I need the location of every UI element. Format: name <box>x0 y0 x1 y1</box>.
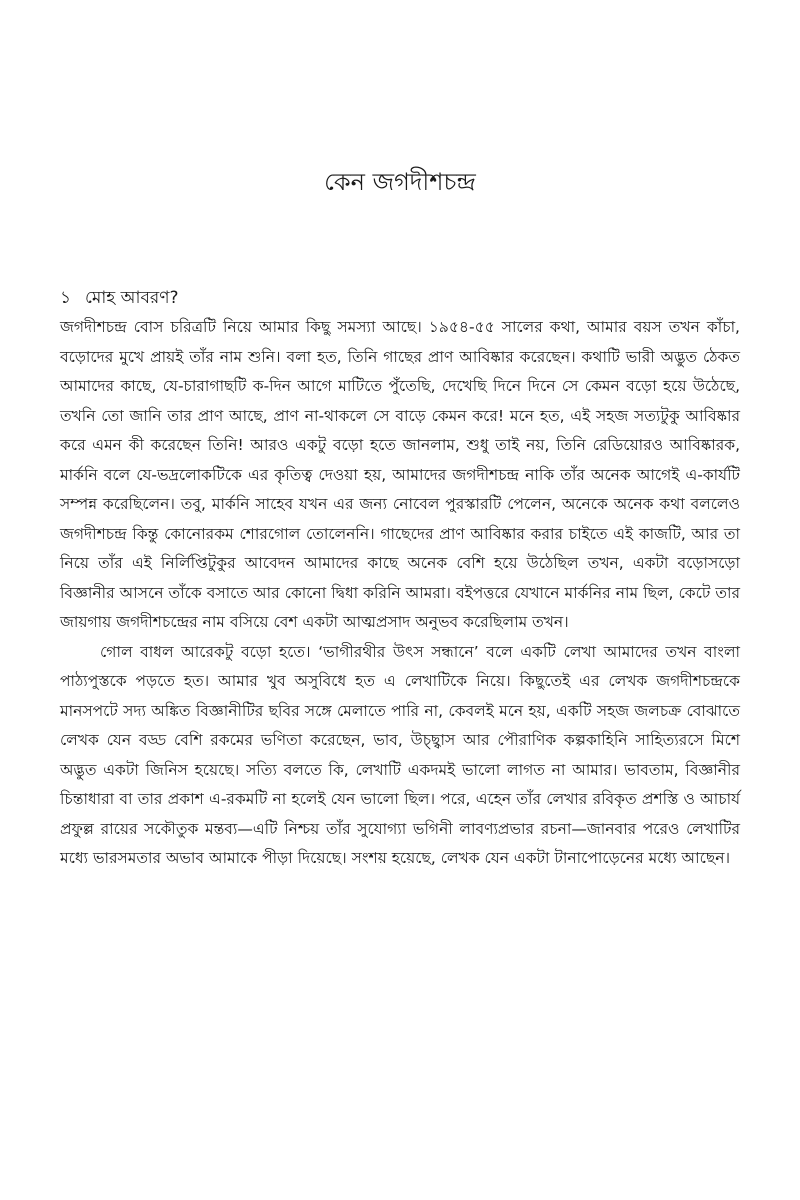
section-heading <box>60 284 740 312</box>
paragraph: জগদীশচন্দ্র বোস চরিত্রটি নিয়ে আমার কিছু সমস্যা আছে। ১৯৫৪-৫৫ সালের কথা, আমার বয়স তখন কাঁচা, বড়োদের মুখে প্রায়ই তাঁর নাম শুনি। বলা হত, তিনি গাছের প্রাণ আবিষ্কার করেছেন। কথাটি ভারী অদ্ভুত ঠেকত আমাদের কাছে, যে-চারাগাছটি ক-দিন আগে মাটিতে পুঁতেছি, দেখেছি দিনে দিনে সে কেমন বড়ো হয়ে উঠেছে, তখনি তো জানি তার প্রাণ আছে, প্রাণ না-থাকলে সে বাড়ে কেমন করে! মনে হত, এই সহজ সত্যটুকু আবিষ্কার করে এমন কী করেছেন তিনি! আরও একটু বড়ো হতে জানলাম, শুধু তাই নয়, তিনি রেডিয়োরও আবিষ্কারক, মার্কনি বলে যে-ভদ্রলোকটিকে এর কৃতিত্ব দেওয়া হয়, আমাদের জগদীশচন্দ্র নাকি তাঁর অনেক আগেই এ-কার্যটি সম্পন্ন করেছিলেন। তবু, মার্কনি সাহেব যখন এর জন্য নোবেল পুরস্কারটি পেলেন, অনেকে অনেক কথা বললেও জগদীশচন্দ্র কিন্তু কোনোরকম শোরগোল তোলেননি। গাছেদের প্রাণ আবিষ্কার করার চাইতে এই কাজটি, আর তা নিয়ে তাঁর এই নির্লিপ্তিটুকুর আবেদন আমাদের কাছে অনেক বেশি হয়ে উঠেছিল তখন, একটা বড়োসড়ো বিজ্ঞানীর আসনে তাঁকে বসাতে আর কোনো দ্বিধা করিনি আমরা। বইপত্তরে যেখানে মার্কনির নাম ছিল, কেটে তার জায়গায় জগদীশচন্দ্রের নাম বসিয়ে বেশ একটা আত্মপ্রসাদ অনুভব করেছিলাম তখন। <box>60 318 740 631</box>
section-number: ১ <box>60 288 72 308</box>
chapter-title: কেন জগদীশচন্দ্র <box>324 168 476 196</box>
body-text <box>60 313 740 874</box>
book-page <box>60 0 740 1200</box>
paragraph: গোল বাধল আরেকটু বড়ো হতে। ‘ভাগীরথীর উৎস সন্ধানে’ বলে একটি লেখা আমাদের তখন বাংলা পাঠ্যপুস্তকে পড়তে হত। আমার খুব অসুবিধে হত এ লেখাটিকে নিয়ে। কিছুতেই এর লেখক জগদীশচন্দ্রকে মানসপটে সদ্য অঙ্কিত বিজ্ঞানীটির ছবির সঙ্গে মেলাতে পারি না, কেবলই মনে হয়, একটি সহজ জলচক্র বোঝাতে লেখক যেন বড্ড বেশি রকমের ভণিতা করেছেন, ভাব, উচ্ছ্বাস আর পৌরাণিক কল্পকাহিনি সাহিত্যরসে মিশে অদ্ভুত একটা জিনিস হয়েছে। সত্যি বলতে কি, লেখাটি একদমই ভালো লাগত না আমার। ভাবতাম, বিজ্ঞানীর চিন্তাধারা বা তার প্রকাশ এ-রকমটি না হলেই যেন ভালো ছিল। পরে, এহেন তাঁর লেখার রবিকৃত প্রশস্তি ও আচার্য প্রফুল্ল রায়ের সকৌতুক মন্তব্য—এটি নিশ্চয় তাঁর সুযোগ্যা ভগিনী লাবণ্যপ্রভার রচনা—জানবার পরেও লেখাটির মধ্যে ভারসমতার অভাব আমাকে পীড়া দিয়েছে। সংশয় হয়েছে, লেখক যেন একটা টানাপোড়েনের মধ্যে আছেন। <box>60 642 740 867</box>
section-title: মোহ আবরণ? <box>85 288 179 308</box>
